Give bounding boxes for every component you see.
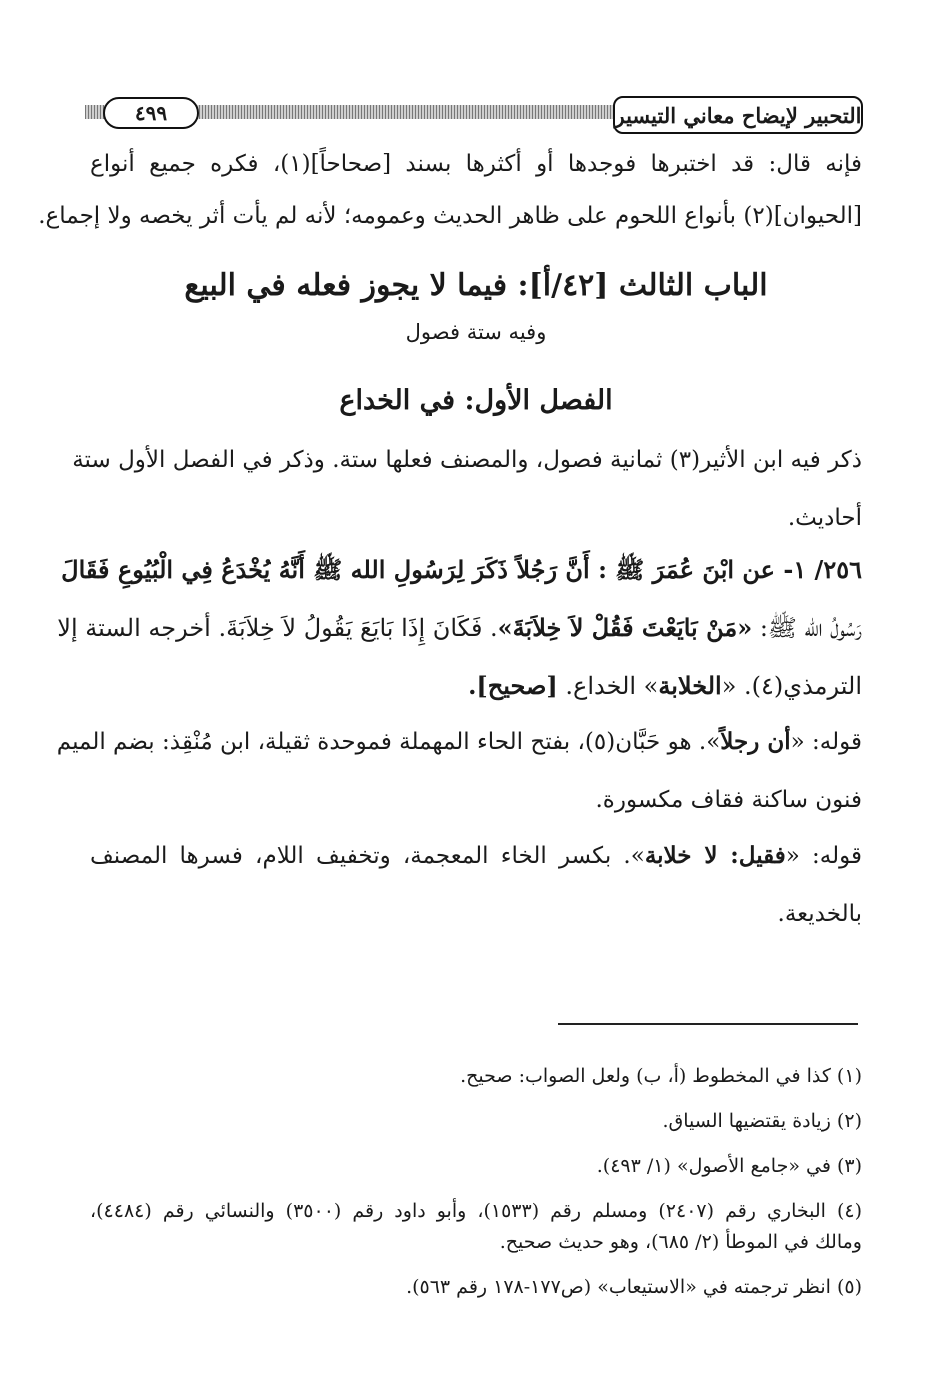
hadith-line-2-start: رَسُولُ الله ﷺ: xyxy=(752,614,862,642)
footnote-5: (٥) انظر ترجمته في «الاستيعاب» (ص١٧٧-١٧٨ رقم ٥٦٣). xyxy=(406,1276,862,1298)
intro-line-1: فإنه قال: قد اختبرها فوجدها أو أكثرها بسند [صحاحاً](١)، فكره جميع أنواع xyxy=(90,151,862,177)
commentary-2-prefix: قوله: « xyxy=(785,843,862,869)
grading-sahih: [صحيح]. xyxy=(468,671,558,700)
footnote-4-line-1: (٤) البخاري رقم (٢٤٠٧) ومسلم رقم (١٥٣٣)، وأبو داود رقم (٣٥٠٠) والنسائي رقم (٤٤٨٤)، xyxy=(90,1200,863,1222)
hadith-quote: «مَنْ بَايَعْتَ فَقُلْ لاَ خِلاَبَةَ» xyxy=(497,613,753,642)
commentary-1-lemma: أن رجلاً xyxy=(720,728,791,755)
hadith-line-3-start: الترمذي(٤). « xyxy=(721,672,862,700)
hadith-line-3-mid: » الخداع. xyxy=(557,672,659,700)
book-title: التحبير لإيضاح معاني التيسير xyxy=(613,96,863,134)
intro-line-2: [الحيوان](٢) بأنواع اللحوم على ظاهر الحديث وعمومه؛ لأنه لم يأت أثر يخصه ولا إجماع. xyxy=(38,203,862,229)
hadith-256 xyxy=(57,550,862,706)
section-para-line-2: أحاديث. xyxy=(787,505,862,531)
footnote-2: (٢) زيادة يقتضيها السياق. xyxy=(662,1110,862,1132)
commentary-2-lemma: فقيل: لا خلابة xyxy=(644,842,786,869)
chapter-subtitle: وفيه ستة فصول xyxy=(405,320,547,344)
footnote-4-line-2: ومالك في الموطأ (٢/ ٦٨٥)، وهو حديث صحيح. xyxy=(499,1231,862,1253)
commentary-1-line-2: فنون ساكنة فقاف مكسورة. xyxy=(595,787,862,813)
term-khilaba: الخلابة xyxy=(658,671,722,700)
section-title: الفصل الأول: في الخداع xyxy=(339,385,613,416)
footnote-3: (٣) في «جامع الأصول» (١/ ٤٩٣). xyxy=(596,1155,862,1177)
page-number: ٤٩٩ xyxy=(103,97,199,129)
commentary-1-line-1 xyxy=(56,722,862,780)
commentary-2-line-2: بالخديعة. xyxy=(777,901,862,927)
commentary-2 xyxy=(90,836,862,934)
footnote-1: (١) كذا في المخطوط (أ، ب) ولعل الصواب: صحيح. xyxy=(460,1065,862,1087)
running-header xyxy=(85,96,863,142)
intro-paragraph xyxy=(38,142,862,238)
footnote-separator xyxy=(558,1023,858,1025)
commentary-1-rest: ». هو حَبَّان(٥)، بفتح الحاء المهملة فموحدة ثقيلة، ابن مُنْقِذ: بضم الميم xyxy=(56,729,721,755)
hadith-line-2-end: . فَكَانَ إِذَا بَايَعَ يَقُولُ لاَ خِلاَبَةَ. أخرجه الستة إلا xyxy=(57,614,498,642)
commentary-2-line-1 xyxy=(90,836,862,894)
section-intro-paragraph xyxy=(72,440,862,538)
commentary-1-prefix: قوله: « xyxy=(790,729,862,755)
chapter-title: الباب الثالث [٤٢/أ]: فيما لا يجوز فعله في البيع xyxy=(184,268,768,303)
commentary-2-rest: ». بكسر الخاء المعجمة، وتخفيف اللام، فسرها المصنف xyxy=(90,843,645,869)
hadith-line-3 xyxy=(90,666,862,706)
hadith-line-2 xyxy=(57,608,862,666)
footnotes xyxy=(90,1062,862,1318)
hadith-line-1: ٢٥٦/ ١- عن ابْنَ عُمَرَ ﷺ : أَنَّ رَجُلاً ذَكَرَ لِرَسُولِ الله ﷺ أَنَّهُ يُخْدَعُ فِي الْبُيُوعِ فَقَالَ xyxy=(61,555,862,584)
section-para-line-1: ذكر فيه ابن الأثير(٣) ثمانية فصول، والمصنف فعلها ستة. وذكر في الفصل الأول ستة xyxy=(72,447,862,473)
commentary-1 xyxy=(56,722,862,820)
